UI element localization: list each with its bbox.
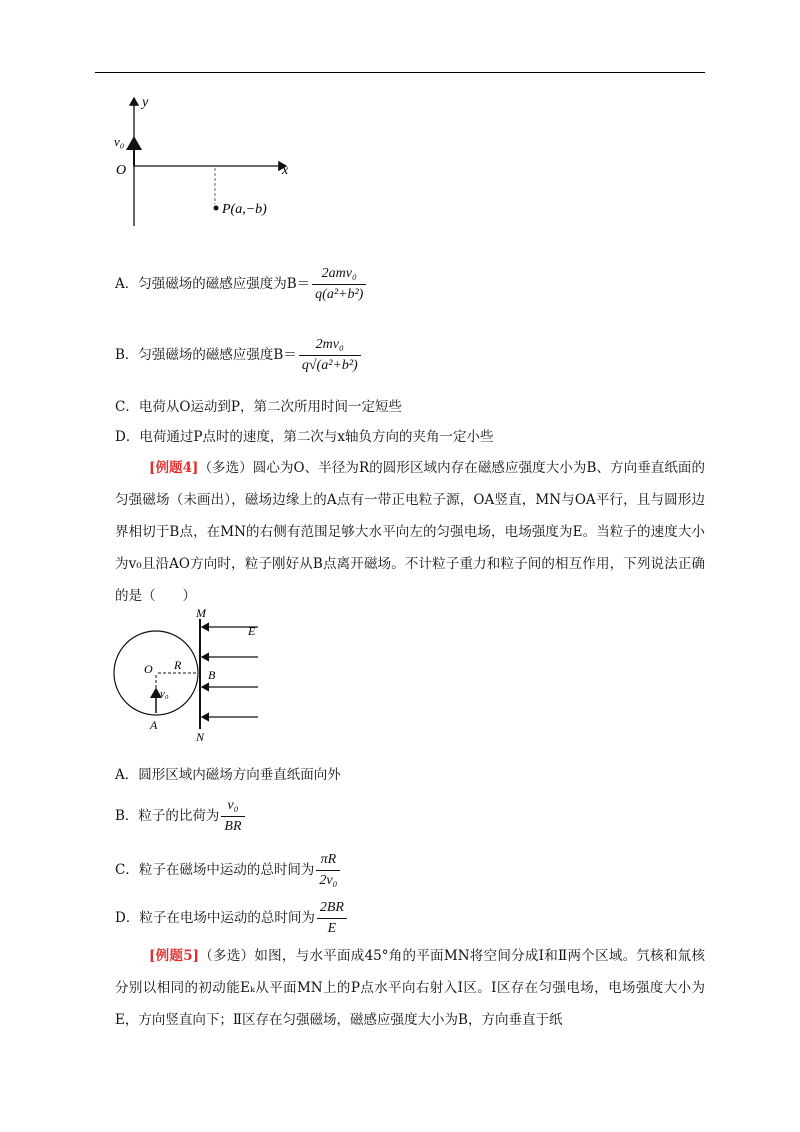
q3-option-a-fraction: $\frac{\text{2amv₀}}{\text{q(a²+b²)}}$ xyxy=(312,265,366,304)
example-5-tag: [例题5] xyxy=(149,948,199,964)
ex4-option-d-fraction: $\frac{2BR}{E}$ xyxy=(317,899,347,938)
y-axis-label: y xyxy=(142,95,149,110)
q3-option-c: C．电荷从O运动到P，第二次所用时间一定短些 xyxy=(115,399,402,415)
x-axis-label: x xyxy=(282,163,289,178)
point-p-dot xyxy=(214,206,219,211)
header-rule xyxy=(95,72,705,73)
label-n: N xyxy=(196,730,205,744)
label-m: M xyxy=(196,606,206,620)
origin-label: O xyxy=(116,163,127,178)
label-b: B xyxy=(208,668,216,682)
label-e: E xyxy=(248,624,256,638)
ex4-option-d: D．粒子在电场中运动的总时间为 $\frac{2BR}{E}$ xyxy=(115,899,349,938)
label-r: R xyxy=(174,658,182,672)
label-v0: v₀ xyxy=(160,688,169,700)
q3-option-b: B．匀强磁场的磁感应强度B＝ $\frac{\text{2mv₀}}{\text{q√(a²+b²)}}$ xyxy=(115,336,363,375)
q3-option-a: A．匀强磁场的磁感应强度为B＝ $\frac{\text{2amv₀}}{\text{q(a²+b²)}}$ xyxy=(115,265,368,304)
ex4-option-c: C．粒子在磁场中运动的总时间为 $\frac{\pi R}{\text{2v₀}}$ xyxy=(115,851,342,890)
label-o: O xyxy=(144,662,153,676)
ex4-option-c-fraction: $\frac{\pi R}{\text{2v₀}}$ xyxy=(316,851,340,890)
coordinate-diagram xyxy=(110,92,300,232)
ex4-option-b-fraction: $\frac{\text{v₀}}{BR}$ xyxy=(221,797,244,836)
ex4-option-a: A．圆形区域内磁场方向垂直纸面向外 xyxy=(115,767,341,783)
example-4-text: （多选）圆心为O、半径为R的圆形区域内存在磁感应强度大小为B、方向垂直纸面的匀强磁场（未画出），磁场边缘上的A点有一带正电粒子源，OA竖直，MN与OA平行，且与圆形边界相切于B点，在MN的右侧有范围足够大水平向左的匀强电场，电场强度为E。当粒子的速度大小为v₀且沿AO方向时，粒子刚好从B点离开磁场。不计粒子重力和粒子间的相互作用，下列说法正确的是（ ） xyxy=(115,460,705,604)
q3-option-b-fraction: $\frac{\text{2mv₀}}{\text{q√(a²+b²)}}$ xyxy=(299,336,361,375)
example-4-stem xyxy=(115,452,705,612)
example-5-stem xyxy=(115,940,705,1036)
point-p-label: P(a,−b) xyxy=(222,202,267,217)
example-5-text: （多选）如图，与水平面成45°角的平面MN将空间分成Ⅰ和Ⅱ两个区域。氕核和氚核分别以相同的初动能Eₖ从平面MN上的P点水平向右射入Ⅰ区。Ⅰ区存在匀强电场，电场强度大小为E，方向竖直向下；Ⅱ区存在匀强磁场，磁感应强度大小为B，方向垂直于纸 xyxy=(115,948,705,1028)
label-a: A xyxy=(150,718,158,732)
example-4-tag: [例题4] xyxy=(149,460,199,476)
ex4-option-b: B．粒子的比荷为 $\frac{\text{v₀}}{BR}$ xyxy=(115,797,247,836)
magnetic-field-diagram xyxy=(108,605,278,745)
v0-label: v₀ xyxy=(114,134,125,149)
q3-option-d: D．电荷通过P点时的速度，第二次与x轴负方向的夹角一定小些 xyxy=(115,429,494,445)
